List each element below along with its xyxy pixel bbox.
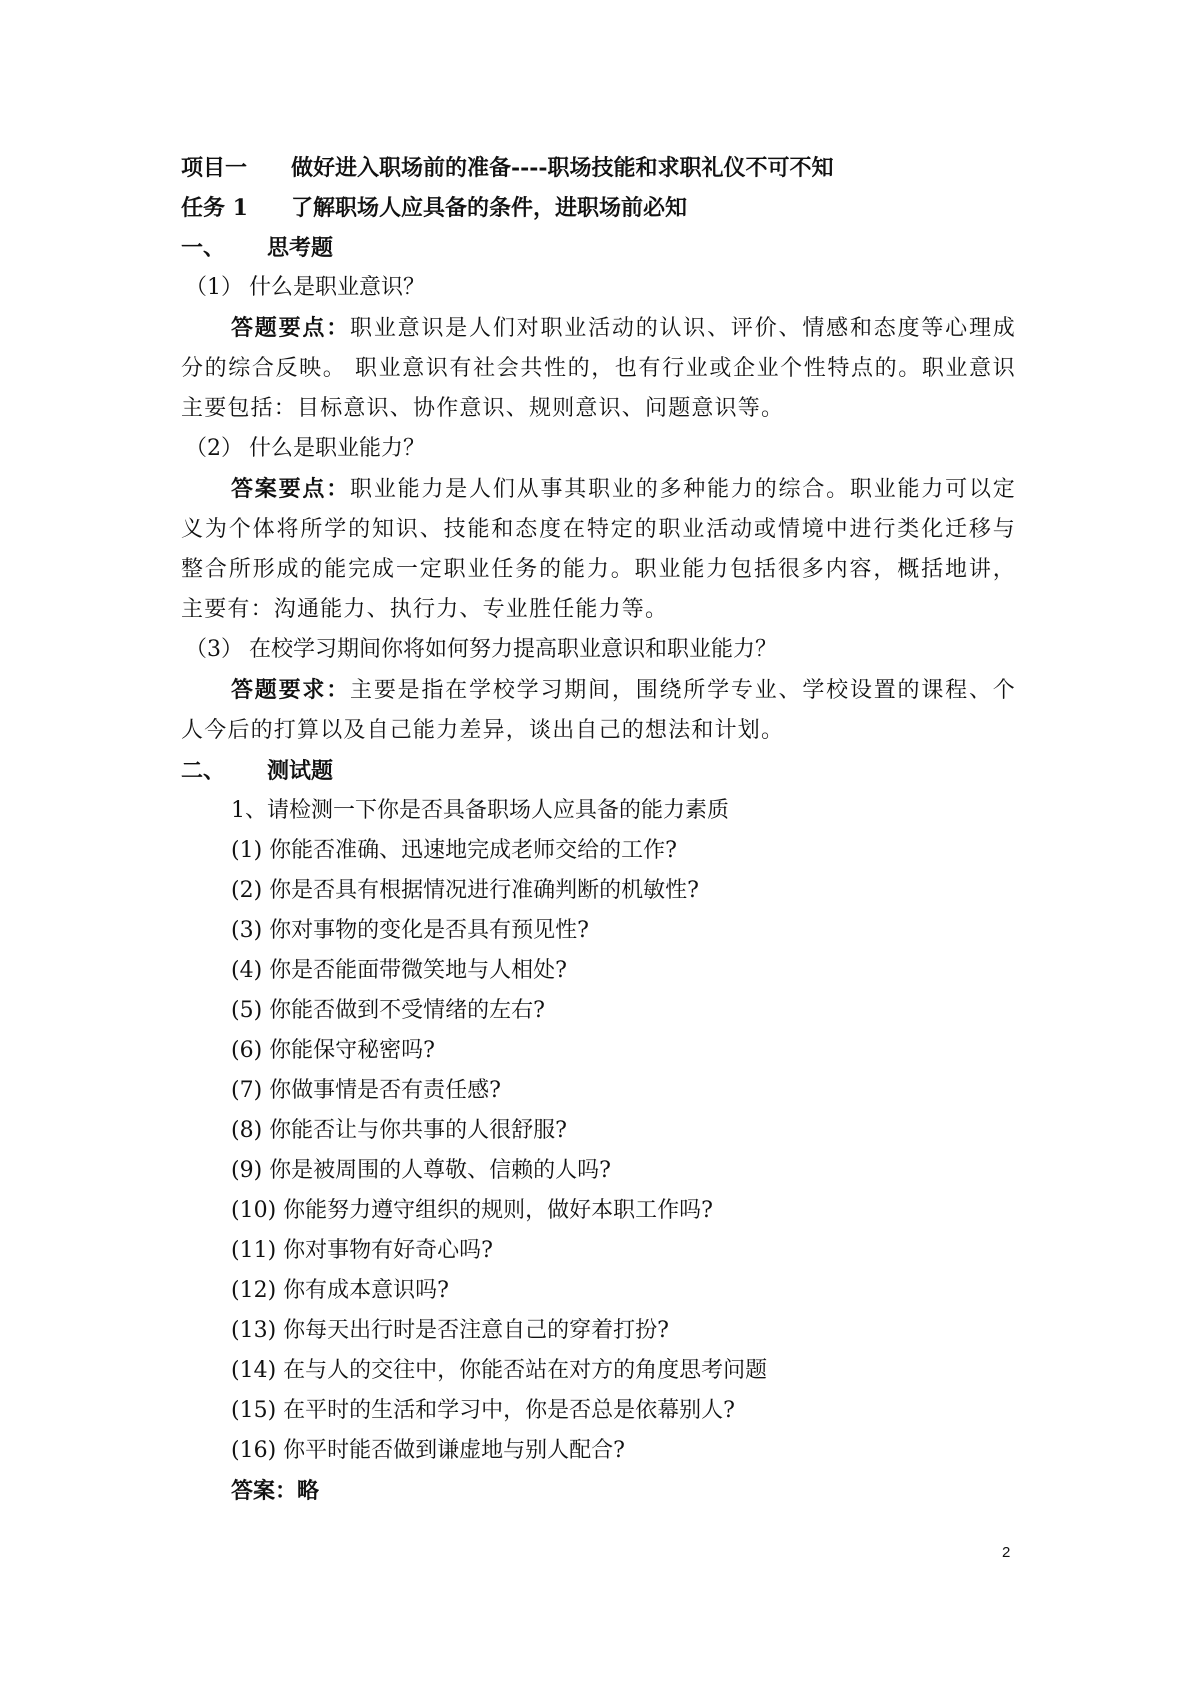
question-number: （1）: [185, 275, 243, 300]
question-number: （3）: [185, 637, 243, 662]
test-item: (16) 你平时能否做到谦虚地与别人配合?: [231, 1438, 625, 1463]
task-title: 了解职场人应具备的条件，进职场前必知: [291, 195, 688, 221]
project-label: 项目一: [181, 155, 248, 181]
answer-3: [181, 670, 1016, 751]
task-heading: [181, 188, 1016, 228]
section-heading-thinking: [181, 228, 1016, 268]
section-title: 测试题: [267, 758, 334, 784]
test-answer: 答案：略: [231, 1478, 320, 1504]
test-item: (2) 你是否具有根据情况进行准确判断的机敏性?: [231, 878, 699, 903]
page-content: [181, 148, 1016, 1511]
answer-text: 职业能力是人们从事其职业的多种能力的综合。职业能力可以定义为个体将所学的知识、技能和态度在特定的职业活动或情境中进行类化迁移与整合所形成的能完成一定职业任务的能力。职业能力包括很多内容，概括地讲，主要有：沟通能力、执行力、专业胜任能力等。: [181, 477, 1016, 622]
question-3: [181, 630, 1016, 670]
test-item-list: [181, 831, 1016, 1471]
test-item: (7) 你做事情是否有责任感?: [231, 1078, 501, 1103]
answer-label: 答题要求：: [231, 677, 351, 703]
project-heading: [181, 148, 1016, 188]
answer-text: 职业意识是人们对职业活动的认识、评价、情感和态度等心理成分的综合反映。 职业意识有社会共性的，也有行业或企业个性特点的。职业意识主要包括：目标意识、协作意识、规则意识、问题意识等。: [181, 316, 1016, 421]
test-item: (12) 你有成本意识吗?: [231, 1278, 449, 1303]
section-title: 思考题: [267, 235, 334, 261]
question-1: [181, 268, 1016, 308]
test-item: (11) 你对事物有好奇心吗?: [231, 1238, 493, 1263]
test-item: (5) 你能否做到不受情绪的左右?: [231, 998, 545, 1023]
question-text: 什么是职业意识？: [249, 275, 426, 300]
section-number: 二、: [181, 758, 226, 784]
test-item: (1) 你能否准确、迅速地完成老师交给的工作?: [231, 838, 677, 863]
answer-text: 主要是指在学校学习期间，围绕所学专业、学校设置的课程、个人今后的打算以及自己能力差异，谈出自己的想法和计划。: [181, 678, 1016, 743]
test-item: (4) 你是否能面带微笑地与人相处?: [231, 958, 567, 983]
test-intro: 1、请检测一下你是否具备职场人应具备的能力素质: [231, 798, 729, 823]
section-heading-test: [181, 751, 1016, 791]
test-item: (13) 你每天出行时是否注意自己的穿着打扮?: [231, 1318, 669, 1343]
question-text: 什么是职业能力？: [249, 436, 426, 461]
answer-label: 答案要点：: [231, 476, 351, 502]
answer-1: [181, 308, 1016, 429]
test-item: (9) 你是被周围的人尊敬、信赖的人吗?: [231, 1158, 611, 1183]
project-title: 做好进入职场前的准备----职场技能和求职礼仪不可不知: [291, 155, 834, 181]
task-label: 任务 1: [181, 195, 248, 221]
question-text: 在校学习期间你将如何努力提高职业意识和职业能力？: [249, 637, 778, 662]
test-item: (14) 在与人的交往中，你能否站在对方的角度思考问题: [231, 1358, 768, 1383]
test-item: (15) 在平时的生活和学习中，你是否总是依幕别人?: [231, 1398, 735, 1423]
question-number: （2）: [185, 436, 243, 461]
page-number: 2: [1002, 1544, 1011, 1561]
test-item: (3) 你对事物的变化是否具有预见性?: [231, 918, 589, 943]
test-item: (8) 你能否让与你共事的人很舒服?: [231, 1118, 567, 1143]
answer-label: 答题要点：: [231, 315, 351, 341]
test-item: (6) 你能保守秘密吗?: [231, 1038, 435, 1063]
test-item: (10) 你能努力遵守组织的规则，做好本职工作吗?: [231, 1198, 713, 1223]
question-2: [181, 429, 1016, 469]
section-number: 一、: [181, 235, 226, 261]
answer-2: [181, 469, 1016, 630]
